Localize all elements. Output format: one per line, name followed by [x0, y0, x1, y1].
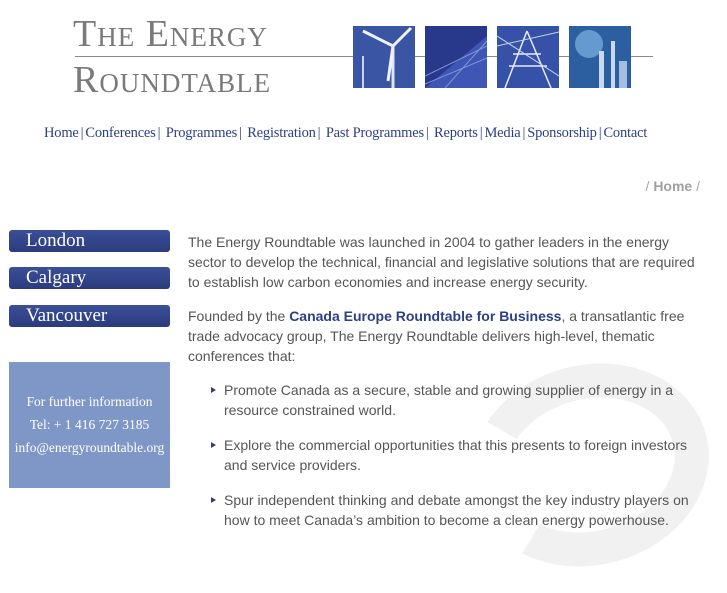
- bullet-arrow-icon: [211, 442, 216, 448]
- cerb-link[interactable]: Canada Europe Roundtable for Business: [289, 308, 562, 324]
- info-heading: For further information: [26, 394, 153, 409]
- nav-home[interactable]: Home: [44, 125, 79, 141]
- logo-title-line2: Roundtable: [73, 59, 272, 101]
- list-item-text: Spur independent thinking and debate amongst the key industry players on how to meet Canada’s ambition to become a clean energy powerhouse.: [224, 492, 689, 528]
- city-button-vancouver[interactable]: Vancouver: [9, 305, 170, 327]
- list-item: [224, 435, 698, 475]
- logo-title-line1: The Energy: [73, 13, 268, 55]
- list-item: [224, 380, 698, 420]
- nav-registration[interactable]: Registration: [247, 125, 316, 141]
- nav-separator: |: [425, 125, 429, 141]
- goals-list: [188, 380, 698, 530]
- nav-sponsorship[interactable]: Sponsorship: [527, 125, 597, 141]
- nav-programmes[interactable]: Programmes: [165, 125, 238, 141]
- breadcrumb-slash: /: [696, 178, 700, 194]
- main-navigation: [44, 125, 647, 142]
- nav-separator: |: [598, 125, 602, 141]
- nav-separator: |: [239, 125, 242, 141]
- bullet-arrow-icon: [211, 497, 216, 503]
- breadcrumb-slash: /: [645, 178, 650, 194]
- nav-separator: |: [157, 125, 161, 141]
- power-lines-photo: [497, 26, 559, 88]
- refinery-photo: [569, 26, 631, 88]
- list-item: [224, 490, 698, 530]
- nav-separator: |: [522, 125, 526, 141]
- nav-reports[interactable]: Reports: [434, 125, 478, 141]
- nav-separator: |: [479, 125, 483, 141]
- breadcrumb-current[interactable]: Home: [653, 178, 693, 194]
- breadcrumb: [646, 178, 700, 194]
- founded-prefix: Founded by the: [188, 308, 290, 324]
- list-item-text: Explore the commercial opportunities that this presents to foreign investors and service providers.: [224, 437, 688, 473]
- wind-turbine-photo: [353, 26, 415, 88]
- intro-paragraph: The Energy Roundtable was launched in 2004 to gather leaders in the energy sector to develop the technical, financial and legislative solutions that are required to establish low carbon economies and increase energy security.: [188, 234, 695, 290]
- contact-info-box: [9, 362, 170, 488]
- founded-suffix: , a transatlantic free trade advocacy group, The Energy Roundtable delivers high-level, thematic conferences that:: [188, 308, 685, 364]
- nav-conferences[interactable]: Conferences: [85, 125, 156, 141]
- nav-contact[interactable]: Contact: [603, 125, 648, 141]
- nav-media[interactable]: Media: [484, 125, 521, 141]
- founded-paragraph: [188, 306, 698, 366]
- city-button-calgary[interactable]: Calgary: [9, 267, 170, 289]
- bullet-arrow-icon: [211, 387, 216, 393]
- nav-separator: |: [317, 125, 321, 141]
- info-email[interactable]: info@energyroundtable.org: [14, 440, 165, 455]
- city-button-london[interactable]: London: [9, 230, 170, 252]
- solar-panel-photo: [425, 26, 487, 88]
- main-content: [188, 232, 698, 545]
- nav-past-programmes[interactable]: Past Programmes: [325, 125, 424, 141]
- list-item-text: Promote Canada as a secure, stable and growing supplier of energy in a resource constrained world.: [224, 382, 674, 418]
- info-phone: Tel: + 1 416 727 3185: [29, 417, 150, 432]
- nav-separator: |: [80, 125, 84, 141]
